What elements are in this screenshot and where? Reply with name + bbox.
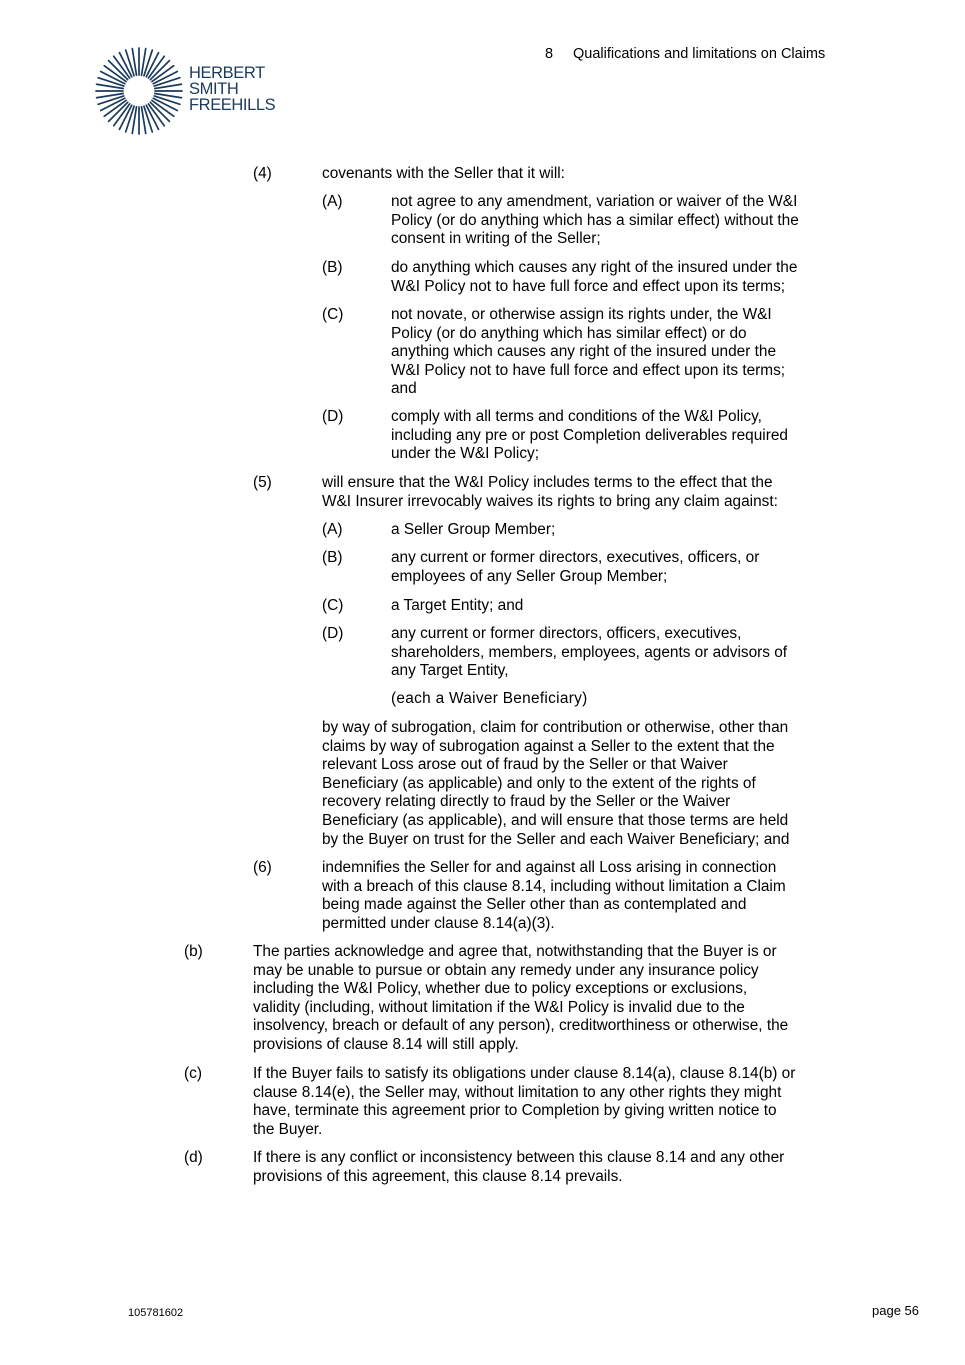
text-line: Beneficiary (as applicable) and only to the extent of the rights of <box>322 774 756 792</box>
text-line: any current or former directors, officers, executives, <box>391 625 742 642</box>
text-line: under the W&I Policy; <box>391 445 539 463</box>
text-line: any current or former directors, executives, officers, or <box>391 549 760 566</box>
text-line: including the W&I Policy, whether due to policy exceptions or exclusions, <box>253 980 748 998</box>
text-line: will ensure that the W&I Policy includes terms to the effect that the <box>322 474 773 491</box>
logo-line: FREEHILLS <box>189 96 276 114</box>
text-line: shareholders, members, employees, agents or advisors of <box>391 643 788 661</box>
text-line: Beneficiary (as applicable), and will ensure that those terms are held <box>322 811 789 829</box>
clause-text-d <box>253 1149 784 1186</box>
clause-label-5C: (C) <box>322 597 344 614</box>
clause-text-5B <box>391 549 759 586</box>
clause-label-d: (d) <box>184 1149 203 1166</box>
text-line: W&I Policy not to have full force and effect upon its terms; <box>391 361 786 379</box>
logo-wordmark <box>189 65 275 113</box>
text-line: provisions of clause 8.14 will still apply. <box>253 1035 519 1053</box>
clause-label-b: (b) <box>184 943 203 960</box>
text-line: If there is any conflict or inconsistency between this clause 8.14 and any other <box>253 1149 785 1166</box>
clause-text-c <box>253 1065 795 1139</box>
text-line: have, terminate this agreement prior to Completion by giving written notice to <box>253 1102 777 1120</box>
clause-label-c: (c) <box>184 1065 202 1082</box>
text-line: provisions of this agreement, this clause 8.14 prevails. <box>253 1167 623 1185</box>
text-line: permitted under clause 8.14(a)(3). <box>322 914 555 932</box>
clause-text-4A <box>391 193 799 249</box>
clause-text-5C <box>391 597 523 616</box>
clause-text-6 <box>322 859 786 933</box>
page-number: page 56 <box>872 1303 919 1318</box>
text-line: employees of any Seller Group Member; <box>391 567 668 585</box>
text-line: W&I Insurer irrevocably waives its rights to bring any claim against: <box>322 492 778 510</box>
text-line: may be unable to pursue or obtain any remedy under any insurance policy <box>253 961 759 979</box>
text-line: validity (including, without limitation if the W&I Policy is invalid due to the <box>253 998 745 1016</box>
clause-text-5 <box>322 474 778 511</box>
text-line: with a breach of this clause 8.14, including without limitation a Claim <box>322 877 786 895</box>
text-line: consent in writing of the Seller; <box>391 230 601 248</box>
text-line: W&I Policy not to have full force and effect upon its terms; <box>391 277 786 295</box>
text-line: any Target Entity, <box>391 662 509 680</box>
logo-line: HERBERT <box>189 64 265 82</box>
clause-text-5-continuation <box>322 719 789 849</box>
text-line: by the Buyer on trust for the Seller and each Waiver Beneficiary; and <box>322 830 790 848</box>
section-title: Qualifications and limitations on Claims <box>573 46 826 62</box>
text-line: If the Buyer fails to satisfy its obligations under clause 8.14(a), clause 8.14(b) or <box>253 1065 796 1082</box>
clause-label-5A: (A) <box>322 521 343 538</box>
logo-line: SMITH <box>189 80 239 98</box>
text-line: do anything which causes any right of the insured under the <box>391 259 798 276</box>
herbert-smith-freehills-logo-icon <box>94 46 184 136</box>
text-line: insolvency, breach or default of any person), creditworthiness or otherwise, the <box>253 1017 789 1035</box>
section-number: 8 <box>545 46 554 62</box>
text-line: claims by way of subrogation against a Seller to the extent that the <box>322 737 775 755</box>
text-line: by way of subrogation, claim for contribution or otherwise, other than <box>322 719 789 736</box>
text-line: relevant Loss arose out of fraud by the Seller or that Waiver <box>322 756 728 774</box>
clause-text-5D <box>391 625 787 681</box>
running-header <box>545 45 825 64</box>
text-line: including any pre or post Completion deliverables required <box>391 426 788 444</box>
clause-text-4: covenants with the Seller that it will: <box>322 165 565 182</box>
clause-text-b <box>253 943 788 1055</box>
clause-text-4D <box>391 408 788 464</box>
clause-label-4B: (B) <box>322 259 343 276</box>
clause-label-5: (5) <box>253 474 272 491</box>
text-line: anything which causes any right of the insured under the <box>391 343 777 361</box>
text-line: being made against the Seller other than as contemplated and <box>322 896 747 914</box>
clause-label-5B: (B) <box>322 549 343 566</box>
clause-text-4C <box>391 306 785 399</box>
text-line: and <box>391 380 417 398</box>
clause-label-5D: (D) <box>322 625 344 642</box>
text-line: comply with all terms and conditions of the W&I Policy, <box>391 408 762 425</box>
clause-label-4: (4) <box>253 165 272 182</box>
text-line: not novate, or otherwise assign its rights under, the W&I <box>391 306 772 323</box>
text-line: clause 8.14(e), the Seller may, without limitation to any other rights they might <box>253 1083 782 1101</box>
clause-text-4B <box>391 259 797 296</box>
text-line: The parties acknowledge and agree that, notwithstanding that the Buyer is or <box>253 943 777 960</box>
text-line: Policy (or do anything which has similar effect) or do <box>391 324 747 342</box>
text-line: recovery relating directly to fraud by the Seller or the Waiver <box>322 793 731 811</box>
waiver-beneficiary-definition: (each a Waiver Beneficiary) <box>391 690 588 707</box>
clause-label-4D: (D) <box>322 408 344 425</box>
text-line: indemnifies the Seller for and against all Loss arising in connection <box>322 859 777 876</box>
text-line: not agree to any amendment, variation or waiver of the W&I <box>391 193 798 210</box>
clause-label-6: (6) <box>253 859 272 876</box>
document-id: 105781602 <box>128 1307 184 1319</box>
clause-label-4A: (A) <box>322 193 343 210</box>
text-line: a Seller Group Member; <box>391 521 556 538</box>
text-line: Policy (or do anything which has a similar effect) without the <box>391 211 799 229</box>
clause-text-5A <box>391 521 555 540</box>
text-line: the Buyer. <box>253 1120 323 1138</box>
clause-label-4C: (C) <box>322 306 344 323</box>
text-line: a Target Entity; and <box>391 597 524 614</box>
